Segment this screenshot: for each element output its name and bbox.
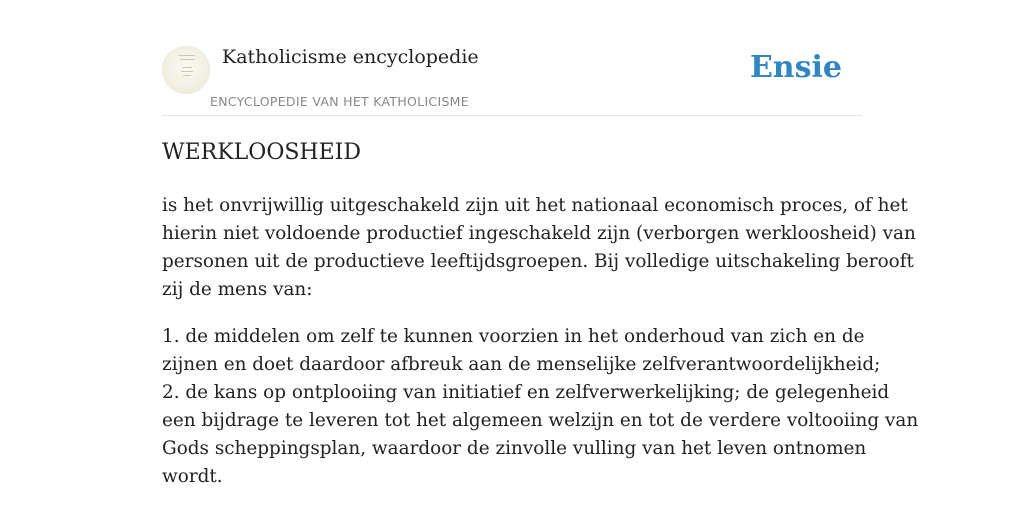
text-line: zij de mens van:	[162, 279, 313, 300]
ensie-logo-link[interactable]: Ensie	[749, 50, 842, 85]
paragraph-definition	[162, 192, 916, 304]
text-line: wordt.	[162, 466, 223, 487]
header	[162, 44, 862, 116]
text-line: Gods scheppingsplan, waardoor de zinvolle vulling van het leven ontnomen	[162, 438, 867, 459]
article-body	[162, 192, 919, 491]
text-line: is het onvrijwillig uitgeschakeld zijn uit het nationaal economisch proces, of het	[162, 195, 908, 216]
paragraph-list	[162, 323, 919, 491]
site-title[interactable]: Katholicisme encyclopedie	[222, 46, 479, 68]
text-line: personen uit de productieve leeftijdsgroepen. Bij volledige uitschakeling berooft	[162, 251, 914, 272]
site-subtitle: ENCYCLOPEDIE VAN HET KATHOLICISME	[210, 94, 469, 109]
text-line: een bijdrage te leveren tot het algemeen welzijn en tot de verdere voltooiing van	[162, 410, 919, 431]
book-cover-icon[interactable]	[162, 46, 210, 94]
text-line: zijnen en doet daardoor afbreuk aan de menselijke zelfverantwoordelijkheid;	[162, 354, 881, 375]
text-line: hierin niet voldoende productief ingeschakeld zijn (verborgen werkloosheid) van	[162, 223, 916, 244]
article-title: WERKLOOSHEID	[162, 140, 361, 165]
text-line: 1. de middelen om zelf te kunnen voorzien in het onderhoud van zich en de	[162, 326, 865, 347]
text-line: 2. de kans op ontplooiing van initiatief en zelfverwerkelijking; de gelegenheid	[162, 382, 890, 403]
